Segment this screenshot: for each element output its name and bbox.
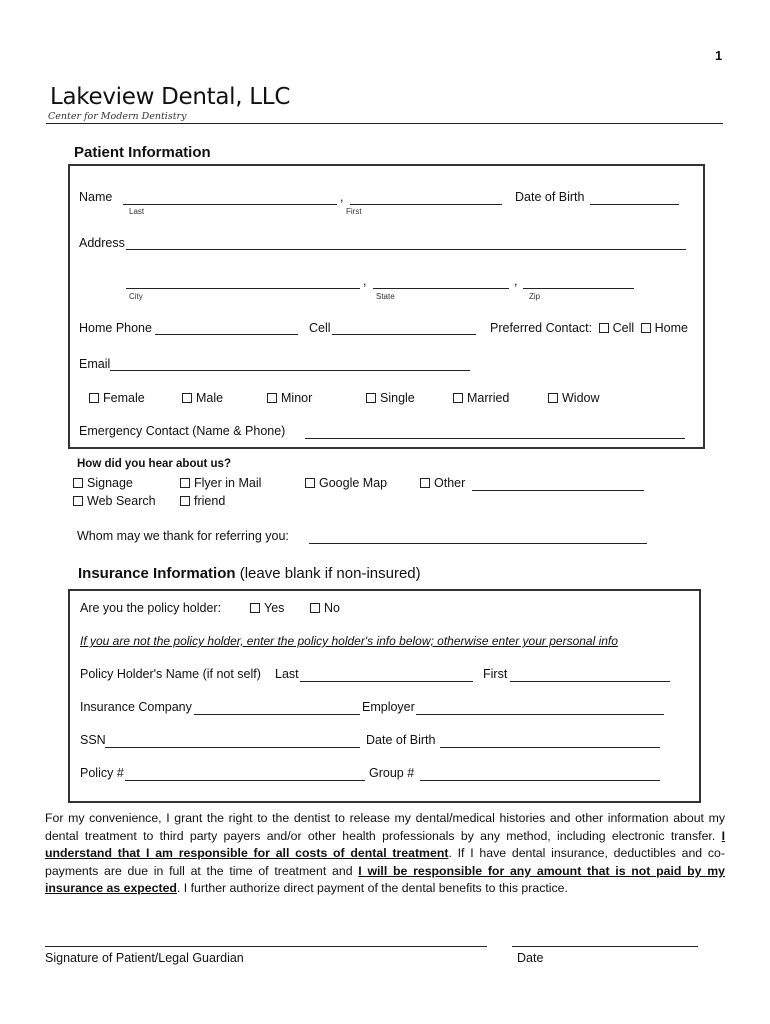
holder-first-label: First [483, 667, 508, 681]
holder-last-label: Last [275, 667, 299, 681]
zip-sublabel: Zip [529, 292, 541, 301]
flyer-checkbox[interactable] [180, 478, 190, 488]
consent-part1: For my convenience, I grant the right to the dentist to release my dental/medical histories and other information about my dental treatment to third party payers and/or other health professionals by any method, including electronic transfer. [45, 811, 725, 843]
minor-label: Minor [281, 391, 313, 405]
first-sublabel: First [346, 207, 362, 216]
holder-no-label: No [324, 601, 340, 615]
option-widow[interactable] [548, 391, 600, 405]
cell-field[interactable] [332, 334, 476, 335]
holder-yes-label: Yes [264, 601, 285, 615]
consent-part3: . I further authorize direct payment of the dental benefits to this practice. [176, 881, 568, 896]
email-label: Email [79, 357, 111, 371]
option-married[interactable] [453, 391, 509, 405]
websearch-label: Web Search [87, 494, 156, 508]
consent-bold1: I understand that I am responsible for all costs of dental treatment [45, 828, 726, 861]
company-field[interactable] [194, 714, 360, 715]
signature-label: Signature of Patient/Legal Guardian [45, 951, 244, 965]
google-label: Google Map [319, 476, 388, 490]
holder-first-field[interactable] [510, 681, 670, 682]
consent-part2: . If I have dental insurance, deductibles and co-payments are due in full at the time of treatment and [45, 846, 725, 878]
widow-label: Widow [562, 391, 600, 405]
male-label: Male [196, 391, 224, 405]
minor-checkbox[interactable] [267, 393, 277, 403]
single-label: Single [380, 391, 415, 405]
home-phone-field[interactable] [155, 334, 298, 335]
patient-info-box [68, 164, 705, 449]
name-label: Name [79, 190, 113, 204]
thank-field[interactable] [309, 543, 647, 544]
date-field[interactable] [512, 946, 698, 947]
other-field[interactable] [472, 490, 644, 491]
ref-flyer[interactable] [180, 476, 261, 490]
home-phone-label: Home Phone [79, 321, 152, 335]
patient-section-title: Patient Information [74, 144, 211, 161]
referral-title: How did you hear about us? [77, 458, 231, 470]
insurance-title: Insurance Information [78, 565, 236, 582]
ref-signage[interactable] [73, 476, 133, 490]
ref-websearch[interactable] [73, 494, 156, 508]
holder-instruction: If you are not the policy holder, enter the policy holder's info below; otherwise enter your personal info [80, 634, 618, 648]
preferred-home-label: Home [654, 321, 688, 335]
city-sublabel: City [129, 292, 143, 301]
female-checkbox[interactable] [89, 393, 99, 403]
preferred-home-checkbox[interactable] [641, 323, 651, 333]
option-male[interactable] [182, 391, 223, 405]
websearch-checkbox[interactable] [73, 496, 83, 506]
holder-name-label: Policy Holder's Name (if not self) [80, 667, 261, 681]
signage-checkbox[interactable] [73, 478, 83, 488]
ref-other[interactable] [420, 476, 465, 490]
policy-field[interactable] [125, 780, 365, 781]
logo-tagline: Center for Modern Dentistry [48, 111, 187, 122]
option-single[interactable] [366, 391, 415, 405]
city-comma: , [363, 274, 367, 288]
holder-yes-checkbox[interactable] [250, 603, 260, 613]
address-label: Address [79, 236, 125, 250]
last-sublabel: Last [129, 207, 145, 216]
employer-label: Employer [362, 700, 415, 714]
emergency-field[interactable] [305, 438, 685, 439]
address-field[interactable] [126, 249, 686, 250]
holder-no[interactable] [310, 601, 340, 615]
insurance-title-note: (leave blank if non-insured) [239, 565, 421, 582]
female-label: Female [103, 391, 145, 405]
holder-yes[interactable] [250, 601, 284, 615]
consent-paragraph [45, 810, 725, 898]
holder-last-field[interactable] [300, 681, 473, 682]
signature-field[interactable] [45, 946, 487, 947]
employer-field[interactable] [416, 714, 664, 715]
other-checkbox[interactable] [420, 478, 430, 488]
ins-dob-field[interactable] [440, 747, 660, 748]
state-field[interactable] [373, 288, 509, 289]
married-checkbox[interactable] [453, 393, 463, 403]
dob-field[interactable] [590, 204, 679, 205]
group-field[interactable] [420, 780, 660, 781]
consent-bold2: I will be responsible for any amount that is not paid by my insurance as expected [45, 863, 726, 896]
other-label: Other [434, 476, 466, 490]
ref-friend[interactable] [180, 494, 225, 508]
policy-label: Policy # [80, 766, 124, 780]
state-comma: , [514, 274, 518, 288]
flyer-label: Flyer in Mail [194, 476, 262, 490]
city-field[interactable] [126, 288, 360, 289]
preferred-contact-label: Preferred Contact: [490, 321, 593, 335]
ssn-field[interactable] [105, 747, 360, 748]
signage-label: Signage [87, 476, 133, 490]
single-checkbox[interactable] [366, 393, 376, 403]
thank-label: Whom may we thank for referring you: [77, 529, 289, 543]
friend-label: friend [194, 494, 226, 508]
insurance-title-row [78, 565, 421, 582]
google-checkbox[interactable] [305, 478, 315, 488]
cell-label: Cell [309, 321, 331, 335]
option-minor[interactable] [267, 391, 312, 405]
zip-field[interactable] [523, 288, 634, 289]
email-field[interactable] [110, 370, 470, 371]
widow-checkbox[interactable] [548, 393, 558, 403]
name-comma: , [340, 190, 344, 204]
page-number: 1 [715, 48, 723, 63]
emergency-label: Emergency Contact (Name & Phone) [79, 424, 286, 438]
holder-no-checkbox[interactable] [310, 603, 320, 613]
ssn-label: SSN [80, 733, 106, 747]
option-female[interactable] [89, 391, 145, 405]
holder-question: Are you the policy holder: [80, 601, 222, 615]
dob-label: Date of Birth [515, 190, 585, 204]
header-rule [46, 123, 723, 124]
company-label: Insurance Company [80, 700, 192, 714]
date-label: Date [517, 951, 544, 965]
preferred-cell-checkbox[interactable] [599, 323, 609, 333]
ref-google[interactable] [305, 476, 387, 490]
married-label: Married [467, 391, 510, 405]
preferred-contact [490, 321, 688, 335]
first-name-field[interactable] [350, 204, 502, 205]
ins-dob-label: Date of Birth [366, 733, 436, 747]
logo-name: Lakeview Dental, LLC [50, 84, 291, 110]
male-checkbox[interactable] [182, 393, 192, 403]
state-sublabel: State [376, 292, 395, 301]
last-name-field[interactable] [123, 204, 337, 205]
preferred-cell-label: Cell [612, 321, 635, 335]
friend-checkbox[interactable] [180, 496, 190, 506]
group-label: Group # [369, 766, 415, 780]
